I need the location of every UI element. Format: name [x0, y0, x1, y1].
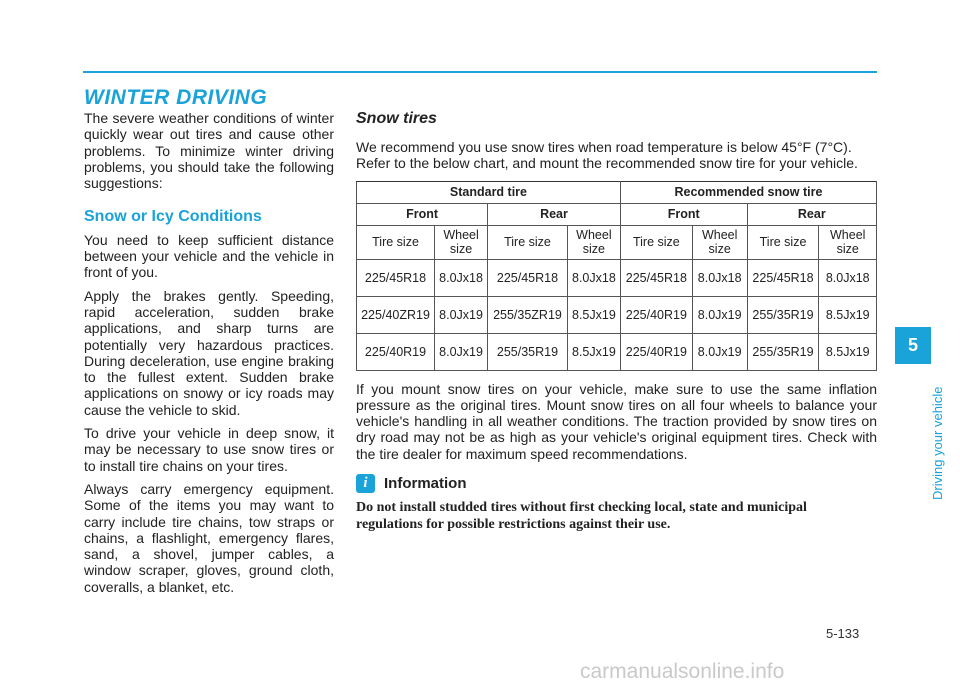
table-cell: 8.0Jx18: [435, 259, 488, 296]
page-number: 5-133: [826, 626, 860, 641]
paragraph: Apply the brakes gently. Speeding, rapid acceleration, sudden brake applications, and sharp turns are potentially very hazardous practices. During deceleration, use engine braking to the fullest extent. Sudden brake applications on snowy or icy roads may cause the vehicle to skid.: [84, 287, 334, 418]
snow-tire-table: [356, 181, 877, 371]
table-cell: 225/40R19: [620, 296, 692, 333]
table-group-header: Recommended snow tire: [620, 181, 876, 203]
table-axle-header: Rear: [747, 203, 876, 225]
section-title: WINTER DRIVING: [84, 86, 268, 109]
paragraph: To drive your vehicle in deep snow, it may be necessary to use snow tires or to install tire chains on your tires.: [84, 425, 334, 474]
table-cell: 8.5Jx19: [819, 296, 877, 333]
table-axle-header: Front: [357, 203, 488, 225]
information-label: Information: [384, 475, 467, 493]
table-col-header: Wheel size: [692, 225, 747, 259]
table-cell: 8.5Jx19: [567, 333, 620, 370]
table-col-header: Wheel size: [435, 225, 488, 259]
table-col-header: Tire size: [488, 225, 568, 259]
table-cell: 8.0Jx19: [435, 333, 488, 370]
table-cell: 255/35R19: [747, 296, 819, 333]
table-col-header: Tire size: [620, 225, 692, 259]
snow-icy-heading: Snow or Icy Conditions: [84, 208, 262, 226]
table-cell: 225/45R18: [357, 259, 435, 296]
chapter-tab: 5: [895, 327, 931, 364]
table-row: [357, 296, 877, 333]
snow-tires-intro: We recommend you use snow tires when road temperature is below 45°F (7°C). Refer to the below chart, and mount the recommended snow tire for your vehicle.: [356, 139, 858, 172]
information-text: Do not install studded tires without first checking local, state and municipal regulations for possible restrictions against their use.: [356, 500, 807, 533]
information-header: [356, 474, 877, 493]
chapter-title: Driving your vehicle: [930, 386, 945, 500]
table-cell: 8.5Jx19: [819, 333, 877, 370]
table-cell: 8.0Jx18: [567, 259, 620, 296]
table-axle-header: Front: [620, 203, 747, 225]
table-col-header: Tire size: [357, 225, 435, 259]
table-cell: 8.5Jx19: [567, 296, 620, 333]
paragraph: Always carry emergency equipment. Some of the items you may want to carry include tire chains, tow straps or chains, a flashlight, emergency flares, sand, a shovel, jumper cables, a window scraper, gloves, ground cloth, coveralls, a blanket, etc.: [84, 480, 334, 595]
table-cell: 8.0Jx19: [435, 296, 488, 333]
information-icon: i: [356, 474, 375, 493]
table-cell: 225/40R19: [357, 333, 435, 370]
snow-tires-heading: Snow tires: [356, 110, 437, 127]
table-axle-header: Rear: [488, 203, 621, 225]
table-cell: 8.0Jx18: [819, 259, 877, 296]
header-rule: [83, 71, 877, 73]
table-row: [357, 333, 877, 370]
table-cell: 8.0Jx19: [692, 296, 747, 333]
table-col-header: Wheel size: [819, 225, 877, 259]
table-cell: 8.0Jx19: [692, 333, 747, 370]
right-column: [356, 110, 877, 533]
watermark: carmanualsonline.info: [580, 660, 785, 683]
table-cell: 8.0Jx18: [692, 259, 747, 296]
table-col-header: Wheel size: [567, 225, 620, 259]
table-cell: 255/35R19: [488, 333, 568, 370]
table-cell: 225/40R19: [620, 333, 692, 370]
table-cell: 225/45R18: [747, 259, 819, 296]
mounting-paragraph: If you mount snow tires on your vehicle, make sure to use the same inflation pressure as the original tires. Mount snow tires on all four wheels to balance your vehicle's handling in all weather conditions. The traction provided by snow tires on dry road may not be as high as your vehicle's original equipment tires. Check with the tire dealer for maximum speed recommendations.: [356, 380, 877, 462]
table-group-header: Standard tire: [357, 181, 621, 203]
table-cell: 255/35R19: [747, 333, 819, 370]
table-col-header: Tire size: [747, 225, 819, 259]
paragraph: You need to keep sufficient distance between your vehicle and the vehicle in front of you.: [84, 231, 334, 281]
table-cell: 225/40ZR19: [357, 296, 435, 333]
table-cell: 225/45R18: [620, 259, 692, 296]
table-cell: 255/35ZR19: [488, 296, 568, 333]
table-row: [357, 259, 877, 296]
intro-paragraph: The severe weather conditions of winter quickly wear out tires and cause other problems. To minimize winter driving problems, you should take the following suggestions:: [84, 110, 334, 192]
left-column: [84, 110, 334, 602]
table-cell: 225/45R18: [488, 259, 568, 296]
